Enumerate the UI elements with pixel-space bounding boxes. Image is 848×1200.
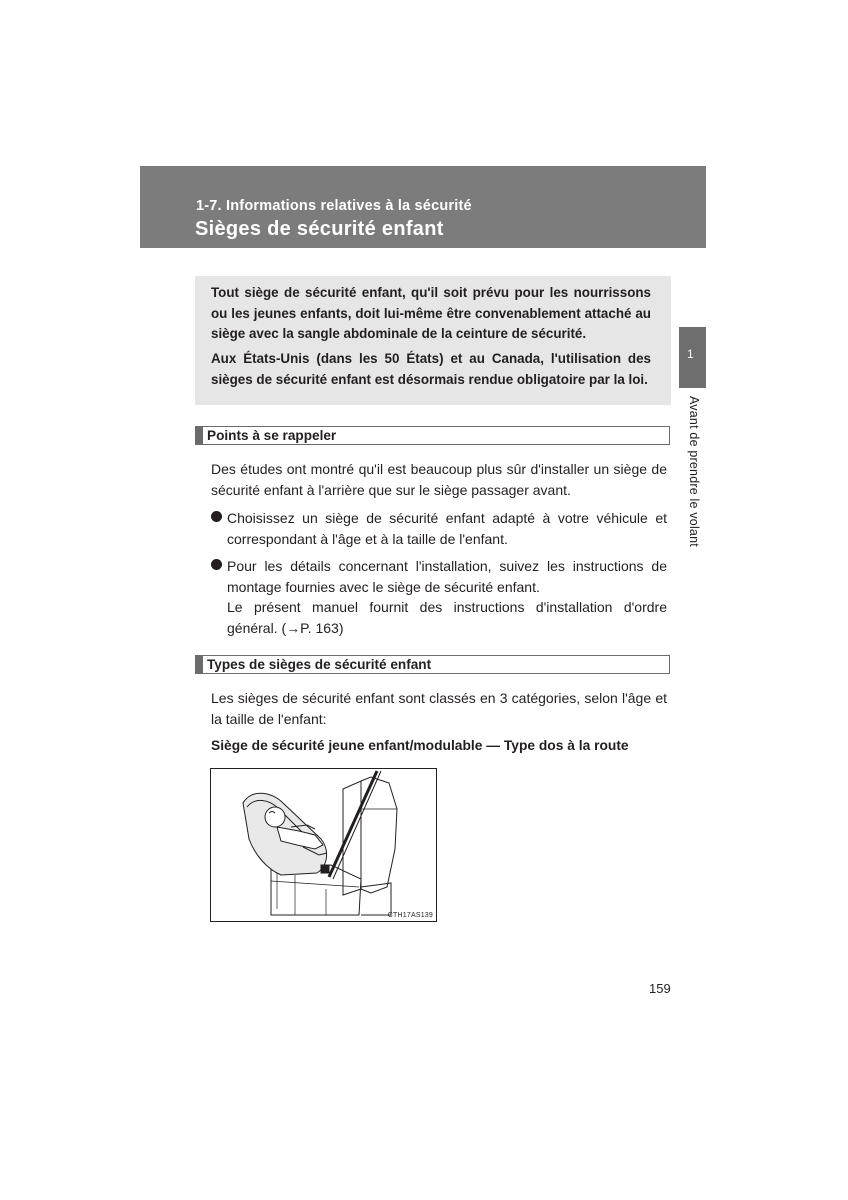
bullet-icon — [211, 511, 222, 522]
page-title: Sièges de sécurité enfant — [195, 218, 444, 240]
page-number: 159 — [649, 981, 671, 996]
notice-box — [195, 276, 671, 405]
points-intro: Des études ont montré qu'il est beaucoup plus sûr d'installer un siège de sécurité enfant à l'arrière que sur le siège passager avant. — [211, 461, 667, 498]
rear-facing-seat-illustration — [210, 768, 437, 922]
bullet-item — [211, 556, 667, 638]
chapter-title-vertical: Avant de prendre le volant — [687, 396, 701, 547]
section-header-bar — [140, 166, 706, 248]
section-heading-types — [195, 655, 670, 674]
chapter-tab[interactable] — [679, 327, 706, 388]
chapter-number: 1 — [687, 347, 694, 361]
section-heading-label: Types de sièges de sécurité enfant — [207, 657, 432, 672]
bullet-text: Choisissez un siège de sécurité enfant adapté à votre véhicule et correspondant à l'âge et à la taille de l'enfant. — [227, 510, 667, 547]
bullet-icon — [211, 559, 222, 570]
figure-code: CTH17AS139 — [387, 912, 433, 919]
seat-type-subheading: Siège de sécurité jeune enfant/modulable — Type dos à la route — [211, 738, 629, 753]
section-title: 1-7. Informations relatives à la sécurité — [196, 198, 472, 214]
notice-paragraph-1: Tout siège de sécurité enfant, qu'il soit prévu pour les nourrissons ou les jeunes enfants, doit lui-même être convenablement attaché au siège avec la sangle abdominale de la ceinture de sécurité. — [211, 285, 651, 341]
section-heading-label: Points à se rappeler — [207, 428, 337, 443]
notice-paragraph-2: Aux États-Unis (dans les 50 États) et au Canada, l'utilisation des sièges de sécurité enfant est désormais rendue obligatoire par la loi. — [211, 351, 651, 387]
bullet-item — [211, 508, 667, 549]
section-heading-points — [195, 426, 670, 445]
child-seat-drawing — [211, 769, 436, 921]
bullet-text: Le présent manuel fournit des instructions d'installation d'ordre général. (→P. 163) — [227, 599, 667, 636]
types-intro: Les sièges de sécurité enfant sont classés en 3 catégories, selon l'âge et la taille de l'enfant: — [211, 690, 667, 727]
bullet-text: Pour les détails concernant l'installation, suivez les instructions de montage fournies avec le siège de sécurité enfant. — [227, 558, 667, 595]
